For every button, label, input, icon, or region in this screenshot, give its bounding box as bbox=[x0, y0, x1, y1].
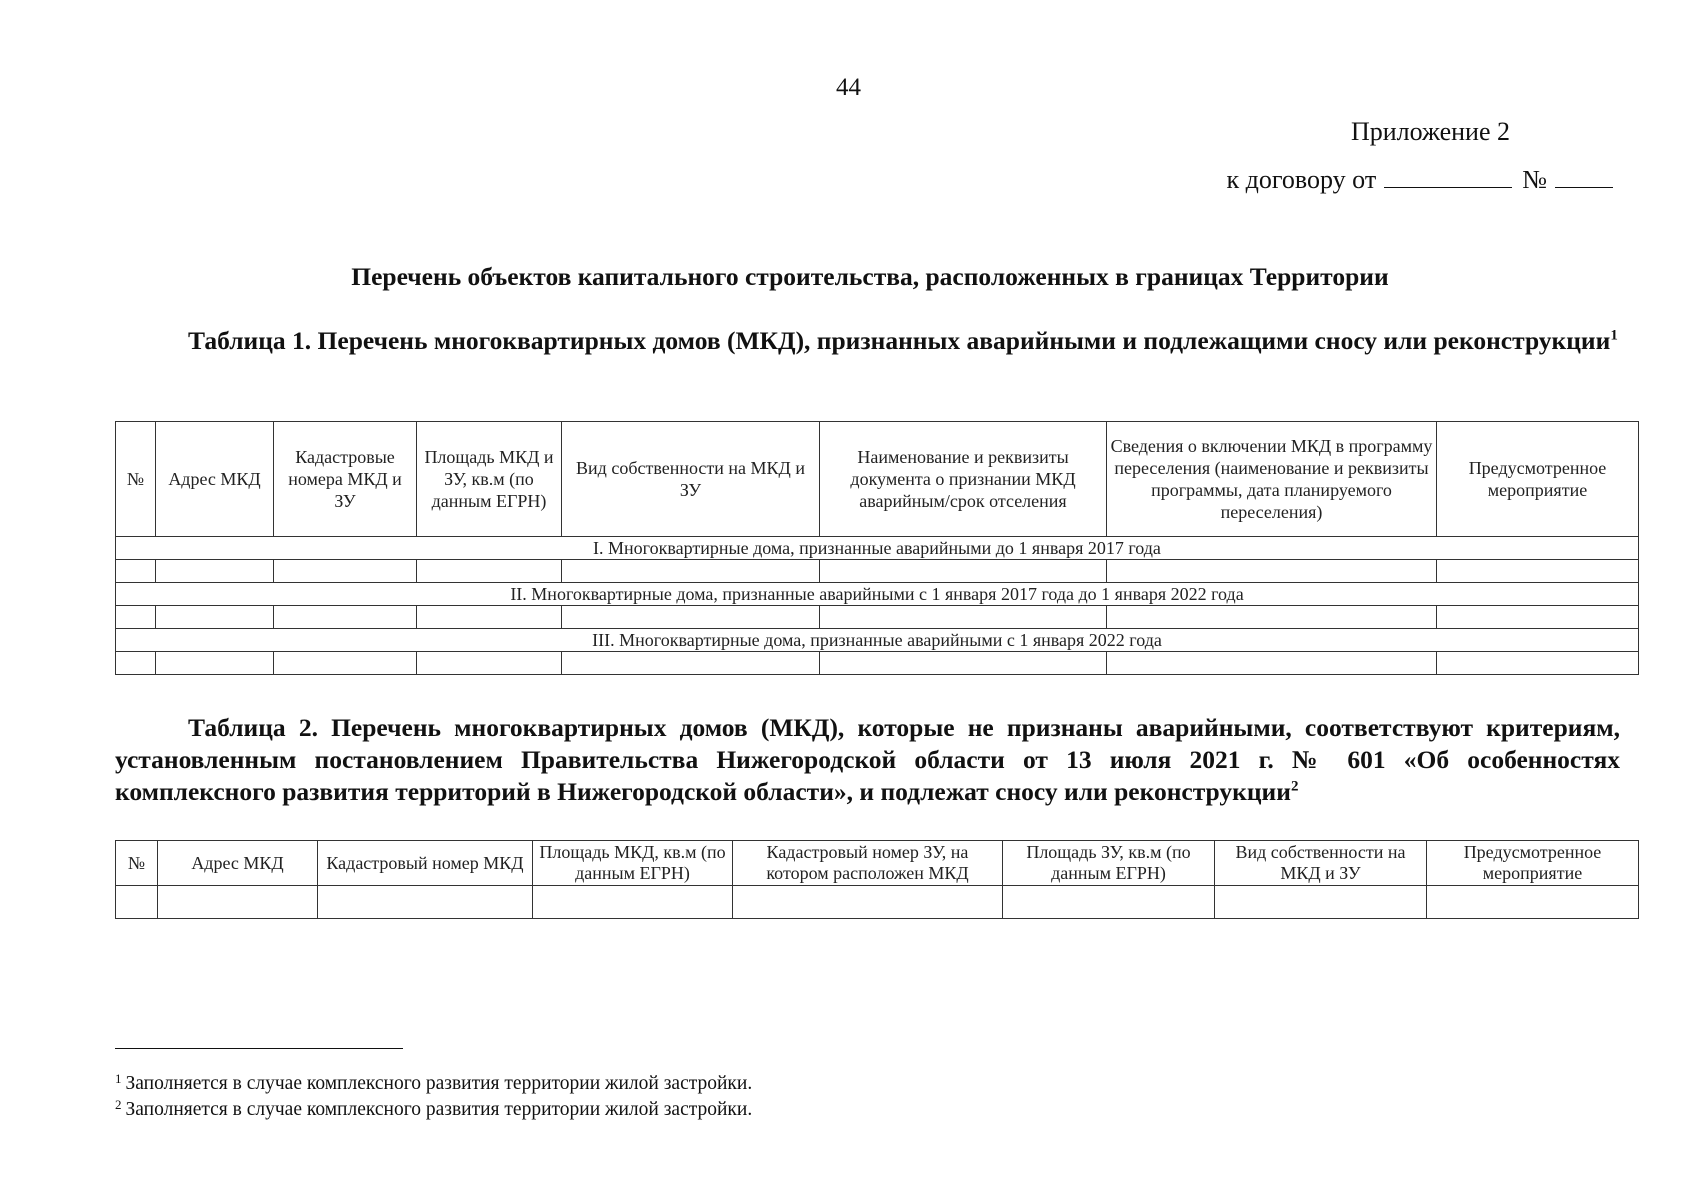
table1-header-cell: Вид собственности на МКД и ЗУ bbox=[562, 422, 820, 537]
footnote bbox=[115, 1071, 752, 1095]
footnote-mark: 2 bbox=[115, 1097, 122, 1112]
footnote-divider bbox=[115, 1048, 403, 1049]
table-cell[interactable] bbox=[1437, 560, 1639, 583]
table-cell[interactable] bbox=[733, 886, 1003, 919]
table-cell[interactable] bbox=[274, 560, 417, 583]
table1 bbox=[115, 421, 1639, 675]
table2-caption-text: Таблица 2. Перечень многоквартирных домов (МКД), которые не признаны аварийными, соответствуют критериям, установленным постановлением Правительства Нижегородской области от 13 июля 2021 г. № 601 «Об особенностях комплексного развития территорий в Нижегородской области», и подлежат сносу или реконструкции bbox=[115, 713, 1620, 806]
table-cell[interactable] bbox=[274, 606, 417, 629]
table1-header-cell: Наименование и реквизиты документа о признании МКД аварийным/срок отселения bbox=[820, 422, 1107, 537]
table-cell[interactable] bbox=[158, 886, 318, 919]
table-cell[interactable] bbox=[1437, 606, 1639, 629]
table-cell[interactable] bbox=[1427, 886, 1639, 919]
table-cell[interactable] bbox=[116, 606, 156, 629]
table2 bbox=[115, 840, 1639, 919]
table2-header-cell: Предусмотренное мероприятие bbox=[1427, 841, 1639, 886]
table-cell[interactable] bbox=[820, 652, 1107, 675]
contract-number-sign: № bbox=[1522, 165, 1547, 194]
appendix-title: Приложение 2 bbox=[1350, 117, 1510, 146]
table1-header-cell: Кадастровые номера МКД и ЗУ bbox=[274, 422, 417, 537]
table-cell[interactable] bbox=[116, 886, 158, 919]
footnote bbox=[115, 1097, 752, 1121]
table2-header-cell: Адрес МКД bbox=[158, 841, 318, 886]
table2-header-cell: Площадь ЗУ, кв.м (по данным ЕГРН) bbox=[1003, 841, 1215, 886]
footnote-mark: 1 bbox=[115, 1071, 122, 1086]
table-cell[interactable] bbox=[116, 560, 156, 583]
table-cell[interactable] bbox=[156, 606, 274, 629]
table-cell[interactable] bbox=[116, 652, 156, 675]
contract-prefix: к договору от bbox=[1226, 165, 1377, 194]
page-number: 44 bbox=[836, 74, 861, 101]
table-cell[interactable] bbox=[1107, 560, 1437, 583]
table2-header-row bbox=[116, 841, 1639, 886]
table2-header-cell: Кадастровый номер ЗУ, на котором расположен МКД bbox=[733, 841, 1003, 886]
table2-header-cell: Площадь МКД, кв.м (по данным ЕГРН) bbox=[533, 841, 733, 886]
table1-section-row bbox=[116, 537, 1639, 560]
table1-header-cell: Адрес МКД bbox=[156, 422, 274, 537]
table-cell[interactable] bbox=[1003, 886, 1215, 919]
table1-caption bbox=[115, 325, 1620, 357]
table2-header-cell: Вид собственности на МКД и ЗУ bbox=[1215, 841, 1427, 886]
table-cell[interactable] bbox=[1107, 652, 1437, 675]
table-cell[interactable] bbox=[562, 606, 820, 629]
table-cell[interactable] bbox=[533, 886, 733, 919]
table-row bbox=[116, 560, 1639, 583]
table2-caption bbox=[115, 712, 1620, 808]
footnote-text: Заполняется в случае комплексного развития территории жилой застройки. bbox=[125, 1073, 753, 1094]
table1-header-cell: Сведения о включении МКД в программу переселения (наименование и реквизиты программы, дата планируемого переселения) bbox=[1107, 422, 1437, 537]
table2-header-cell: Кадастровый номер МКД bbox=[318, 841, 533, 886]
table-cell[interactable] bbox=[562, 560, 820, 583]
contract-reference bbox=[1227, 165, 1613, 195]
table-cell[interactable] bbox=[156, 560, 274, 583]
table2-header-cell: № bbox=[116, 841, 158, 886]
table1-section-row bbox=[116, 583, 1639, 606]
table1-footnote-ref: 1 bbox=[1610, 327, 1618, 344]
table-cell[interactable] bbox=[417, 606, 562, 629]
table-cell[interactable] bbox=[562, 652, 820, 675]
table1-header-cell: № bbox=[116, 422, 156, 537]
table1-header-row bbox=[116, 422, 1639, 537]
table-cell[interactable] bbox=[417, 560, 562, 583]
table1-caption-text: Таблица 1. Перечень многоквартирных домов (МКД), признанных аварийными и подлежащими сносу или реконструкции bbox=[188, 326, 1611, 355]
footnote-text: Заполняется в случае комплексного развития территории жилой застройки. bbox=[125, 1099, 753, 1120]
table-row bbox=[116, 606, 1639, 629]
table-row bbox=[116, 886, 1639, 919]
table1-section-title: II. Многоквартирные дома, признанные аварийными с 1 января 2017 года до 1 января 2022 года bbox=[116, 583, 1639, 606]
document-title: Перечень объектов капитального строительства, расположенных в границах Территории bbox=[351, 262, 1389, 291]
table-cell[interactable] bbox=[1437, 652, 1639, 675]
table-cell[interactable] bbox=[1107, 606, 1437, 629]
contract-date-blank[interactable] bbox=[1384, 167, 1512, 188]
table-cell[interactable] bbox=[274, 652, 417, 675]
table2-footnote-ref: 2 bbox=[1290, 778, 1299, 795]
table-cell[interactable] bbox=[1215, 886, 1427, 919]
table-row bbox=[116, 652, 1639, 675]
contract-number-blank[interactable] bbox=[1555, 167, 1613, 188]
table-cell[interactable] bbox=[417, 652, 562, 675]
table-cell[interactable] bbox=[820, 606, 1107, 629]
table1-header-cell: Предусмотренное мероприятие bbox=[1437, 422, 1639, 537]
table-cell[interactable] bbox=[156, 652, 274, 675]
table-cell[interactable] bbox=[318, 886, 533, 919]
table1-header-cell: Площадь МКД и ЗУ, кв.м (по данным ЕГРН) bbox=[417, 422, 562, 537]
table1-section-title: III. Многоквартирные дома, признанные аварийными с 1 января 2022 года bbox=[116, 629, 1639, 652]
table1-section-title: I. Многоквартирные дома, признанные аварийными до 1 января 2017 года bbox=[116, 537, 1639, 560]
table1-section-row bbox=[116, 629, 1639, 652]
table-cell[interactable] bbox=[820, 560, 1107, 583]
